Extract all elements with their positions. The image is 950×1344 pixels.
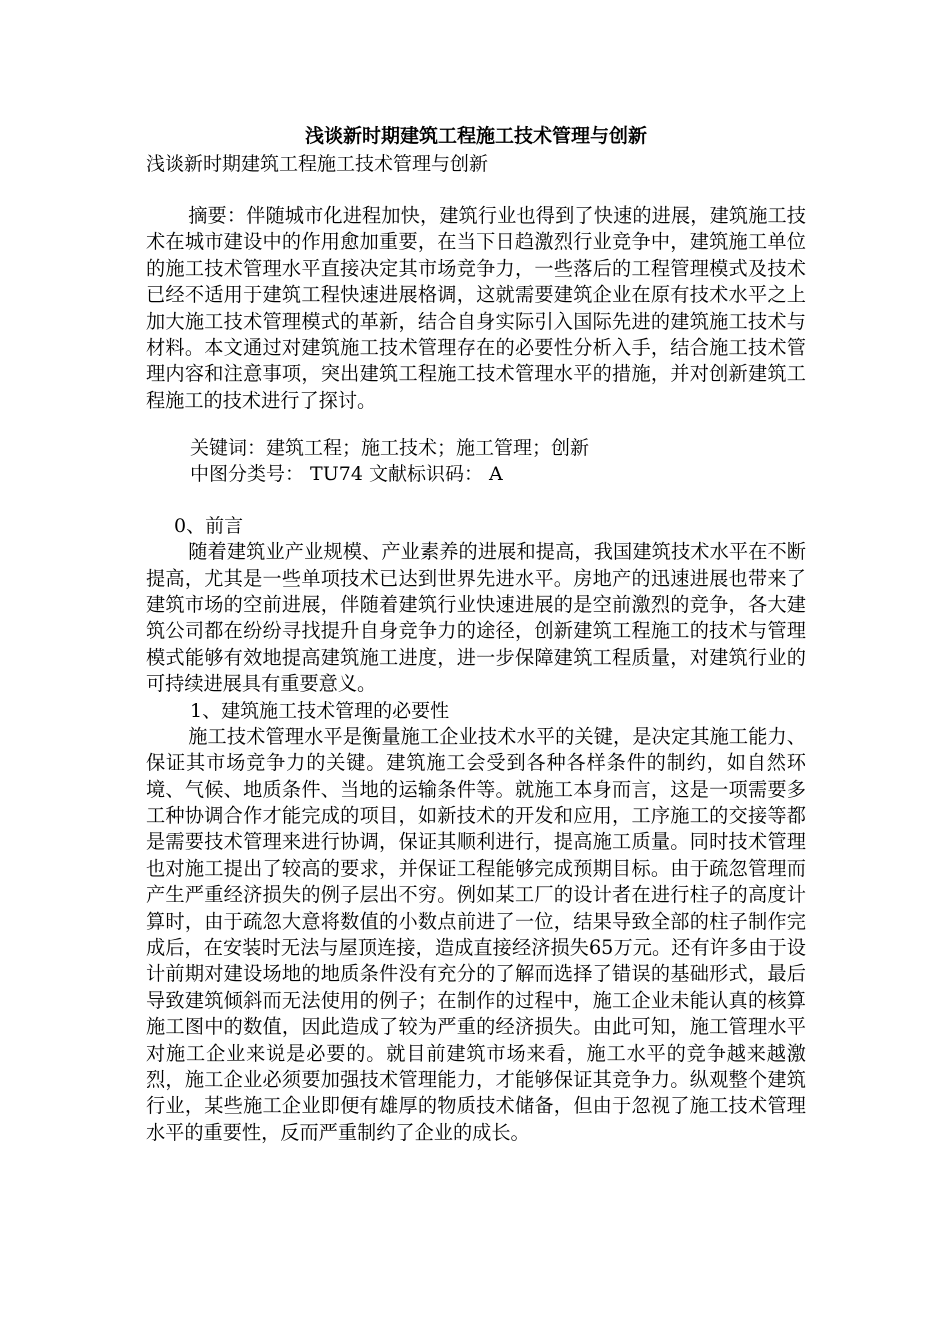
section-heading-1: 1、建筑施工技术管理的必要性 <box>190 699 450 722</box>
spacer <box>146 177 806 203</box>
section-body-0: 随着建筑业产业规模、产业素养的进展和提高，我国建筑技术水平在不断提高，尤其是一些单项技术已达到世界先进水平。房地产的迅速进展也带来了建筑市场的空前进展，伴随着建筑行业快速进展的是空前激烈的竞争，各大建筑公司都在纷纷寻找提升自身竞争力的途径，创新建筑工程施工的技术与管理模式能够有效地提高建筑施工进度，进一步保障建筑工程质量，对建筑行业的可持续进展具有重要意义。 <box>146 540 806 696</box>
section-heading-0: 0、前言 <box>174 515 244 538</box>
section-body-1: 施工技术管理水平是衡量施工企业技术水平的关键，是决定其施工能力、保证其市场竞争力的关键。建筑施工会受到各种各样条件的制约，如自然环境、气候、地质条件、当地的运输条件等。就施工本身而言，这是一项需要多工种协调合作才能完成的项目，如新技术的开发和应用，工序施工的交接等都是需要技术管理来进行协调，保证其顺利进行，提高施工质量。同时技术管理也对施工提出了较高的要求，并保证工程能够完成预期目标。由于疏忽管理而产生严重经济损失的例子层出不穷。例如某工厂的设计者在进行柱子的高度计算时，由于疏忽大意将数值的小数点前进了一位，结果导致全部的柱子制作完成后，在安装时无法与屋顶连接，造成直接经济损失65万元。还有许多由于设计前期对建设场地的地质条件没有充分的了解而选择了错误的基础形式，最后导致建筑倾斜而无法使用的例子；在制作的过程中，施工企业未能认真的核算施工图中的数值，因此造成了较为严重的经济损失。由此可知，施工管理水平对施工企业来说是必要的。就目前建筑市场来看，施工水平的竞争越来越激烈，施工企业必须要加强技术管理能力，才能够保证其竞争力。纵观整个建筑行业，某些施工企业即便有雄厚的物质技术储备，但由于忽视了施工技术管理水平的重要性，反而严重制约了企业的成长。 <box>146 724 806 1144</box>
abstract-paragraph: 摘要：伴随城市化进程加快，建筑行业也得到了快速的进展，建筑施工技术在城市建设中的作用愈加重要，在当下日趋激烈行业竞争中，建筑施工单位的施工技术管理水平直接决定其市场竞争力，一些落后的工程管理模式及技术已经不适用于建筑工程快速进展格调，这就需要建筑企业在原有技术水平之上加大施工技术管理模式的革新，结合自身实际引入国际先进的建筑施工技术与材料。本文通过对建筑施工技术管理存在的必要性分析入手，结合施工技术管理内容和注意事项，突出建筑工程施工技术管理水平的措施，并对创新建筑工程施工的技术进行了探讨。 <box>146 204 806 412</box>
classification-line: 中图分类号： TU74 文献标识码： A <box>190 463 503 486</box>
document-title: 浅谈新时期建筑工程施工技术管理与创新 <box>304 125 647 147</box>
document-content <box>146 121 806 1146</box>
keywords-line: 关键词：建筑工程；施工技术；施工管理；创新 <box>190 437 590 460</box>
spacer <box>146 414 806 435</box>
spacer <box>146 487 806 513</box>
document-subtitle: 浅谈新时期建筑工程施工技术管理与创新 <box>146 153 489 175</box>
